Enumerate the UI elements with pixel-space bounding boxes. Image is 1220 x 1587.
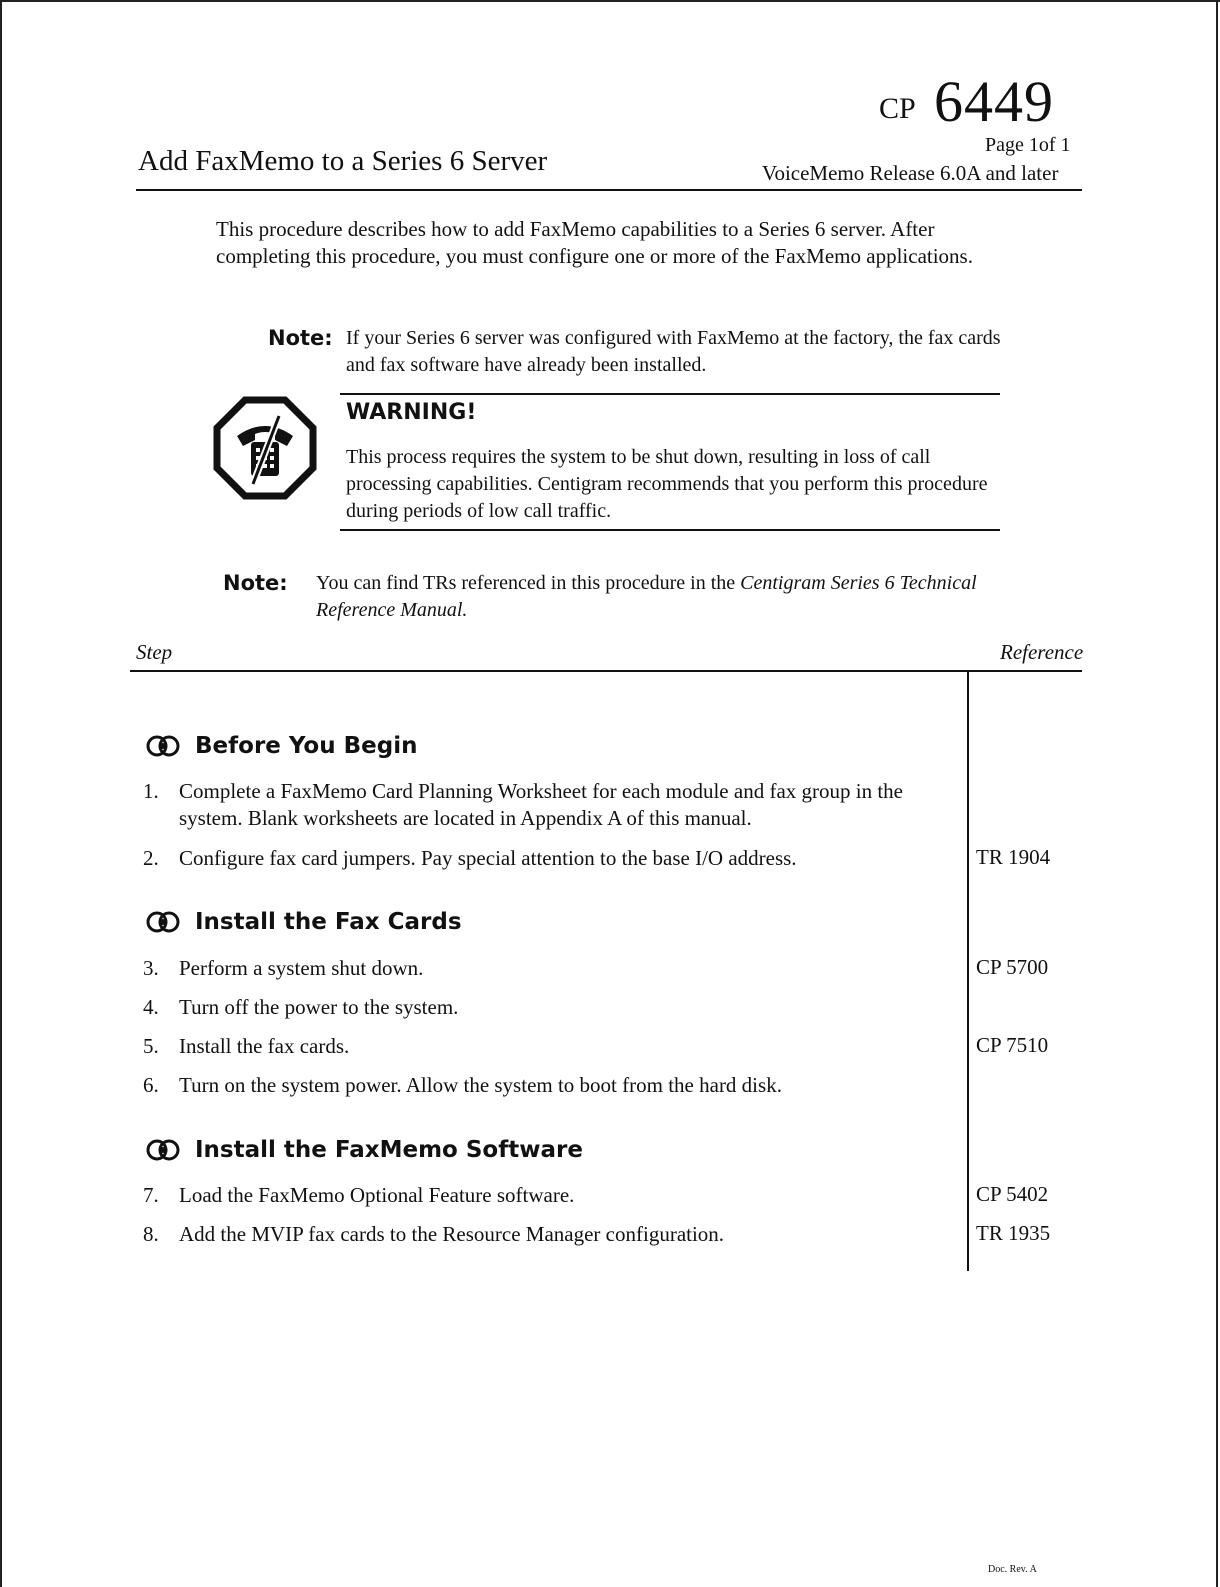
section-heading (143, 733, 417, 759)
page-border-right (1216, 0, 1218, 1587)
step-reference: CP 5402 (976, 1182, 1049, 1206)
step-row (143, 955, 939, 982)
release-info: VoiceMemo Release 6.0A and later (762, 161, 1059, 185)
section-heading (143, 909, 462, 935)
disc-icon (143, 735, 183, 757)
step-row (143, 1182, 939, 1209)
note-label: Note: (268, 326, 333, 350)
warning-heading: WARNING! (346, 400, 477, 425)
warning-top-rule (340, 393, 1000, 395)
step-number: 8. (143, 1222, 159, 1246)
step-number: 5. (143, 1034, 159, 1058)
no-telephone-icon (213, 396, 317, 500)
note-text: If your Series 6 server was configured with FaxMemo at the factory, the fax cards and fax software have already been installed. (346, 327, 1001, 376)
step-number: 6. (143, 1073, 159, 1097)
reference-column-divider (967, 671, 969, 1271)
intro-paragraph: This procedure describes how to add FaxMemo capabilities to a Series 6 server. After completing this procedure, you must configure one or more of the FaxMemo applications. (216, 217, 973, 268)
note-label: Note: (223, 571, 288, 595)
section-title: Install the FaxMemo Software (195, 1137, 583, 1163)
step-column-header: Step (136, 640, 173, 664)
disc-icon (143, 1139, 183, 1161)
step-row (143, 845, 939, 872)
step-row (143, 1033, 939, 1060)
header-divider (136, 189, 1082, 191)
step-row (143, 994, 939, 1021)
section-title: Before You Begin (195, 733, 418, 759)
step-row (143, 1072, 939, 1099)
step-text: Configure fax card jumpers. Pay special attention to the base I/O address. (179, 846, 797, 870)
step-reference: TR 1935 (976, 1221, 1051, 1245)
step-reference: TR 1904 (976, 845, 1051, 869)
doc-number: 6449 (934, 69, 1054, 134)
step-text: Complete a FaxMemo Card Planning Worksheet for each module and fax group in the system. Blank worksheets are located in Appendix A of this manual. (179, 779, 903, 830)
step-text: Perform a system shut down. (179, 956, 424, 980)
step-number: 3. (143, 956, 159, 980)
table-header-rule (130, 670, 1082, 672)
doc-revision: Doc. Rev. A (988, 1564, 1037, 1575)
manual-title: Centigram Series 6 Technical Reference Manual. (316, 572, 977, 621)
warning-bottom-rule (340, 529, 1000, 531)
doc-prefix: CP (879, 92, 916, 125)
step-text: Install the fax cards. (179, 1034, 350, 1058)
reference-column-header: Reference (1000, 640, 1084, 664)
page-border-top (0, 0, 1220, 2)
step-reference: CP 5700 (976, 955, 1049, 979)
step-row (143, 1221, 939, 1248)
section-title: Install the Fax Cards (195, 909, 462, 935)
step-row (143, 778, 939, 832)
note-text (316, 570, 1056, 624)
note-text-prefix: You can find TRs referenced in this procedure in the (316, 572, 736, 594)
step-reference: CP 7510 (976, 1033, 1049, 1057)
page-border-left (0, 0, 2, 1587)
page-title: Add FaxMemo to a Series 6 Server (138, 145, 548, 177)
page-info: Page 1of 1 (985, 134, 1071, 156)
step-number: 1. (143, 779, 159, 803)
step-number: 4. (143, 995, 159, 1019)
step-number: 2. (143, 846, 159, 870)
warning-text: This process requires the system to be shut down, resulting in loss of call processing capabilities. Centigram recommends that you perform this procedure during periods of low call traffic. (346, 446, 988, 522)
step-text: Add the MVIP fax cards to the Resource Manager configuration. (179, 1222, 725, 1246)
step-text: Turn on the system power. Allow the system to boot from the hard disk. (179, 1073, 782, 1097)
disc-icon (143, 911, 183, 933)
step-text: Load the FaxMemo Optional Feature software. (179, 1183, 575, 1207)
step-number: 7. (143, 1183, 159, 1207)
section-heading (143, 1137, 583, 1163)
step-text: Turn off the power to the system. (179, 995, 459, 1019)
